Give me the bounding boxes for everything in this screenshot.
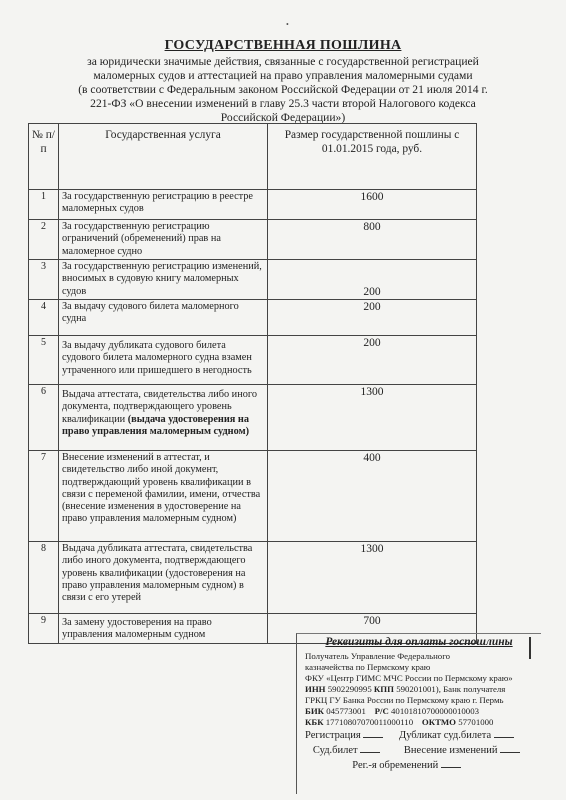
kpp-label: КПП [373,684,394,694]
table-row [29,190,477,220]
oktmo-value: 57701000 [458,717,494,727]
row-num: 8 [29,542,59,614]
row-num: 6 [29,385,59,451]
document-subtitle [40,55,526,125]
mark-changes-field[interactable] [500,743,520,753]
table-row [29,300,477,336]
oktmo-label: ОКТМО [421,717,457,727]
row-num: 2 [29,220,59,260]
document-title: ГОСУДАРСТВЕННАЯ ПОШЛИНА [164,38,402,53]
row-fee: 800 [268,220,477,260]
payment-requisites [296,633,541,794]
rs-label: Р/С [374,706,389,716]
row-service: За государственную регистрацию изменений, вносимых в судовую книгу маломерных судов [59,260,268,300]
kpp-value: 590201001), [396,684,441,694]
table-row [29,260,477,300]
mark-changes-label: Внесение изменений [403,745,498,756]
row-num: 4 [29,300,59,336]
row-service: Внесение изменений в аттестат, и свидетельство либо иной документ, подтверждающий уровень квалификации в связи с переменой фамилии, имени, отчества (внесение изменения в удостоверение на право управления маломерным судном) [59,451,268,542]
requisites-title: Реквизиты для оплаты госпошлины [325,636,513,648]
row-fee: 200 [268,336,477,385]
marks-row-3 [297,758,541,773]
row-service: Выдача дубликата аттестата, свидетельства либо иного документа, подтверждающего уровень квалификации (удостоверения на право управления маломерным судном) в связи с его утерей [59,542,268,614]
row-fee: 700 [268,614,477,644]
mark-registration-label: Регистрация [305,730,361,741]
row-fee: 1300 [268,385,477,451]
requisites-bik-line [297,706,541,717]
row-service: За государственную регистрацию в реестре маломерных судов [59,190,268,220]
row-fee: 200 [268,300,477,336]
row-service-text: Выдача аттестата, свидетельства либо иного документа, подтверждающего уровень квалификации [62,389,257,425]
row-fee: 200 [268,260,477,300]
mark-registration-field[interactable] [363,728,383,738]
row-num: 3 [29,260,59,300]
scan-mark: • [286,20,289,29]
requisites-inn-line [297,684,541,695]
row-num: 9 [29,614,59,644]
pen-mark [529,637,531,659]
row-num: 7 [29,451,59,542]
bank-tail: Банк получателя [443,684,506,694]
table-row [29,385,477,451]
row-service: За государственную регистрацию ограничений (обременений) прав на маломерное судно [59,220,268,260]
subtitle-line: маломерных судов и аттестацией на право управления маломерными судами [93,69,473,82]
header-num: № п/п [29,124,59,190]
row-service [59,385,268,451]
subtitle-line: 221-ФЗ «О внесении изменений в главу 25.3 части второй Налогового кодекса [90,97,476,110]
kbk-label: КБК [305,717,324,727]
mark-ticket-label: Суд.билет [312,745,358,756]
row-fee: 400 [268,451,477,542]
mark-encumbrance-field[interactable] [441,758,461,768]
mark-ticket-field[interactable] [360,743,380,753]
requisites-kbk-line [297,717,541,728]
inn-label: ИНН [305,684,326,694]
mark-duplicate-label: Дубликат суд.билета [399,730,492,741]
requisites-line: казначейства по Пермскому краю [305,662,431,672]
requisites-line: ФКУ «Центр ГИМС МЧС России по Пермскому краю» [305,673,513,683]
header-fee: Размер государственной пошлины с 01.01.2015 года, руб. [268,124,477,190]
table-row [29,336,477,385]
requisites-line: Получатель Управление Федерального [305,651,450,661]
row-num: 1 [29,190,59,220]
bik-value: 045773001 [326,706,366,716]
rs-value: 40101810700000010003 [391,706,479,716]
inn-value: 5902290995 [327,684,372,694]
requisites-line: ГРКЦ ГУ Банка России по Пермскому краю г. Пермь [305,695,504,705]
row-service-bold: (выдача удостоверения на право управления маломерным судном) [62,413,250,437]
table-row [29,542,477,614]
subtitle-line: Российской Федерации») [220,111,346,124]
bik-label: БИК [305,706,325,716]
marks-row-2 [297,743,541,758]
row-service: За замену удостоверения на право управления маломерным судном [59,614,268,644]
row-fee: 1600 [268,190,477,220]
subtitle-line: (в соответствии с Федеральным законом Российской Федерации от 21 июля 2014 г. [78,83,488,96]
marks-row-1 [297,728,541,743]
table-header-row [29,124,477,190]
subtitle-line: за юридически значимые действия, связанные с государственной регистрацией [87,55,479,68]
table-row [29,220,477,260]
row-num: 5 [29,336,59,385]
mark-duplicate-field[interactable] [494,728,514,738]
row-fee: 1300 [268,542,477,614]
row-service: За выдачу дубликата судового билета судового билета маломерного судна взамен утраченного или пришедшего в негодность [59,336,268,385]
fee-table [28,123,477,644]
table-row [29,451,477,542]
row-service: За выдачу судового билета маломерного судна [59,300,268,336]
kbk-value: 17710807070011000110 [325,717,414,727]
mark-encumbrance-label: Рег.-я обременений [352,760,439,771]
header-service: Государственная услуга [59,124,268,190]
